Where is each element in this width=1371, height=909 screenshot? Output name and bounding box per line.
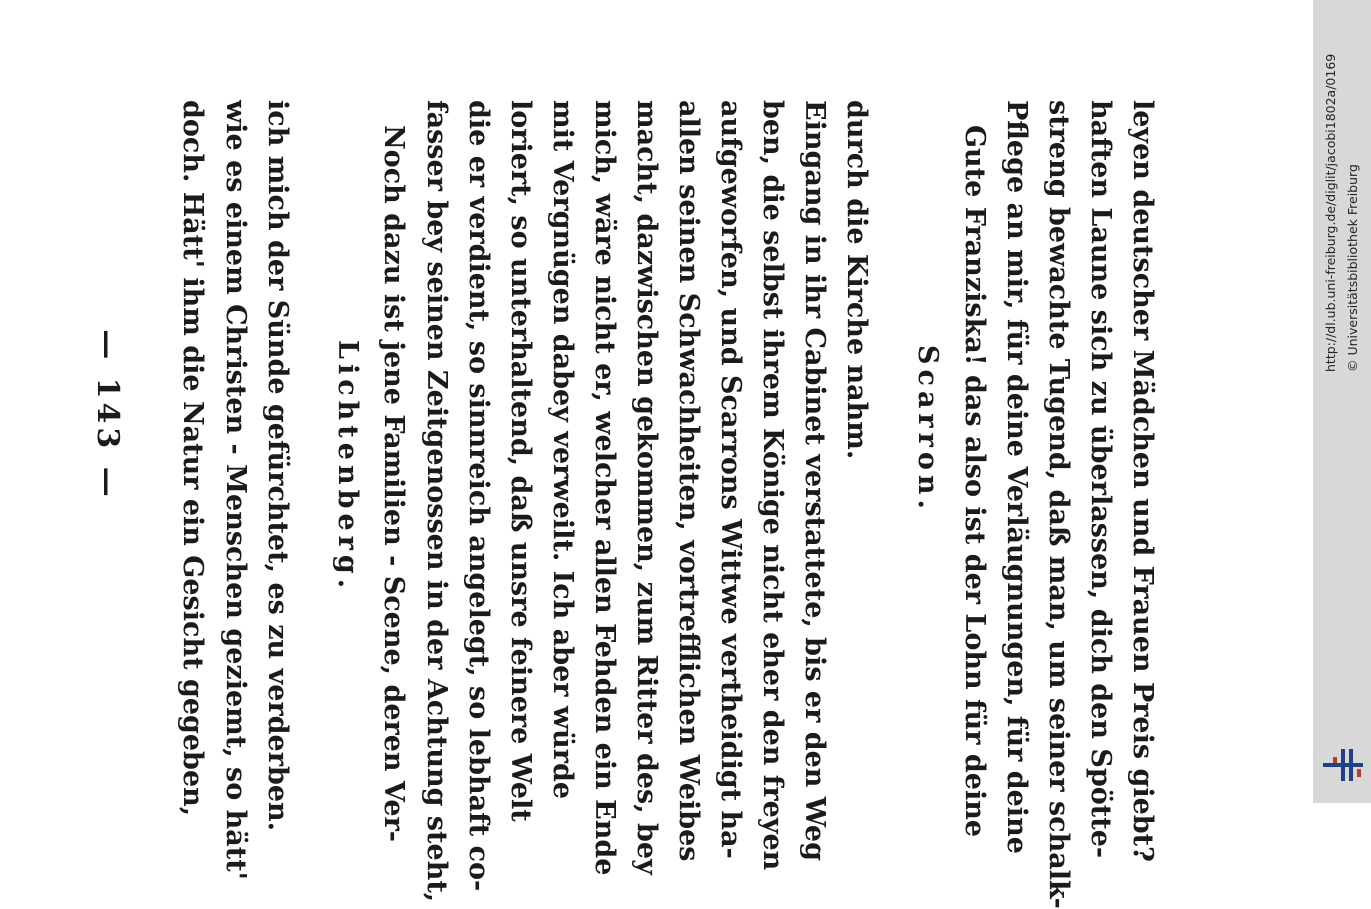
logo-accent — [1333, 757, 1337, 763]
text-line: streng bewachte Tugend, daß man, um seiner schalk- — [1043, 100, 1074, 909]
text-line: ben, die selbst ihrem Könige nicht eher den freyen — [757, 100, 788, 871]
text-line: mit Vergnügen dabey verweilt. Ich aber würde — [547, 100, 578, 800]
text-line: allen seinen Schwachheiten, vortrefflichen Weibes — [673, 100, 704, 862]
page-number: — 143 — — [90, 329, 125, 501]
text-line: Gute Franziska! das also ist der Lohn für deine — [959, 125, 990, 838]
text-line: macht, dazwischen gekommen, zum Ritter des, bey — [631, 100, 662, 875]
text-line: leyen deutscher Mädchen und Frauen Preis giebt? — [1127, 100, 1158, 862]
text-line: Pflege an mir, für deine Verläugnungen, für deine — [1001, 100, 1032, 854]
text-line: aufgeworfen, und Scarrons Wittwe vertheidigt ha- — [715, 100, 746, 859]
text-line: doch. Hätt' ihm die Natur ein Gesicht gegeben, — [177, 100, 208, 817]
text-line: wie es einem Christen - Menschen geziemt, so hätt' — [220, 100, 251, 880]
text-line: fasser bey seinen Zeitgenossen in der Achtung steht, — [421, 100, 452, 903]
text-line: ich mich der Sünde gefürchtet, es zu verderben. — [262, 100, 293, 832]
text-line: Noch dazu ist jene Familien - Scene, deren Ver- — [378, 125, 409, 843]
text-line: Eingang in ihr Cabinet verstattete, bis er den Weg — [799, 100, 830, 861]
text-line: durch die Kirche nahm. — [841, 100, 872, 460]
logo-bar — [1341, 749, 1345, 781]
copyright-notice: © Universitätsbibliothek Freiburg — [1345, 164, 1360, 372]
sidebar-text-area — [1313, 0, 1371, 803]
text-line: mich, wäre nicht er, welcher allen Fehden ein Ende — [589, 100, 620, 876]
text-line: loriert, so unterhaltend, daß unsre feinere Welt — [505, 100, 536, 822]
sidebar-rotated-text — [1313, 10, 1371, 380]
section-heading: Lichtenberg. — [332, 340, 363, 594]
source-url[interactable]: http://dl.ub.uni-freiburg.de/diglit/jacobi1802a/0169 — [1323, 53, 1338, 372]
text-line: haften Laune sich zu überlassen, dich den Spötte- — [1085, 100, 1116, 859]
text-line: die er verdient, so sinnreich angelegt, so lebhaft co- — [463, 100, 494, 892]
ub-freiburg-logo-icon[interactable] — [1321, 745, 1365, 783]
logo-bar — [1349, 749, 1353, 781]
logo-accent — [1357, 769, 1361, 777]
section-heading: Scarron. — [912, 345, 943, 514]
